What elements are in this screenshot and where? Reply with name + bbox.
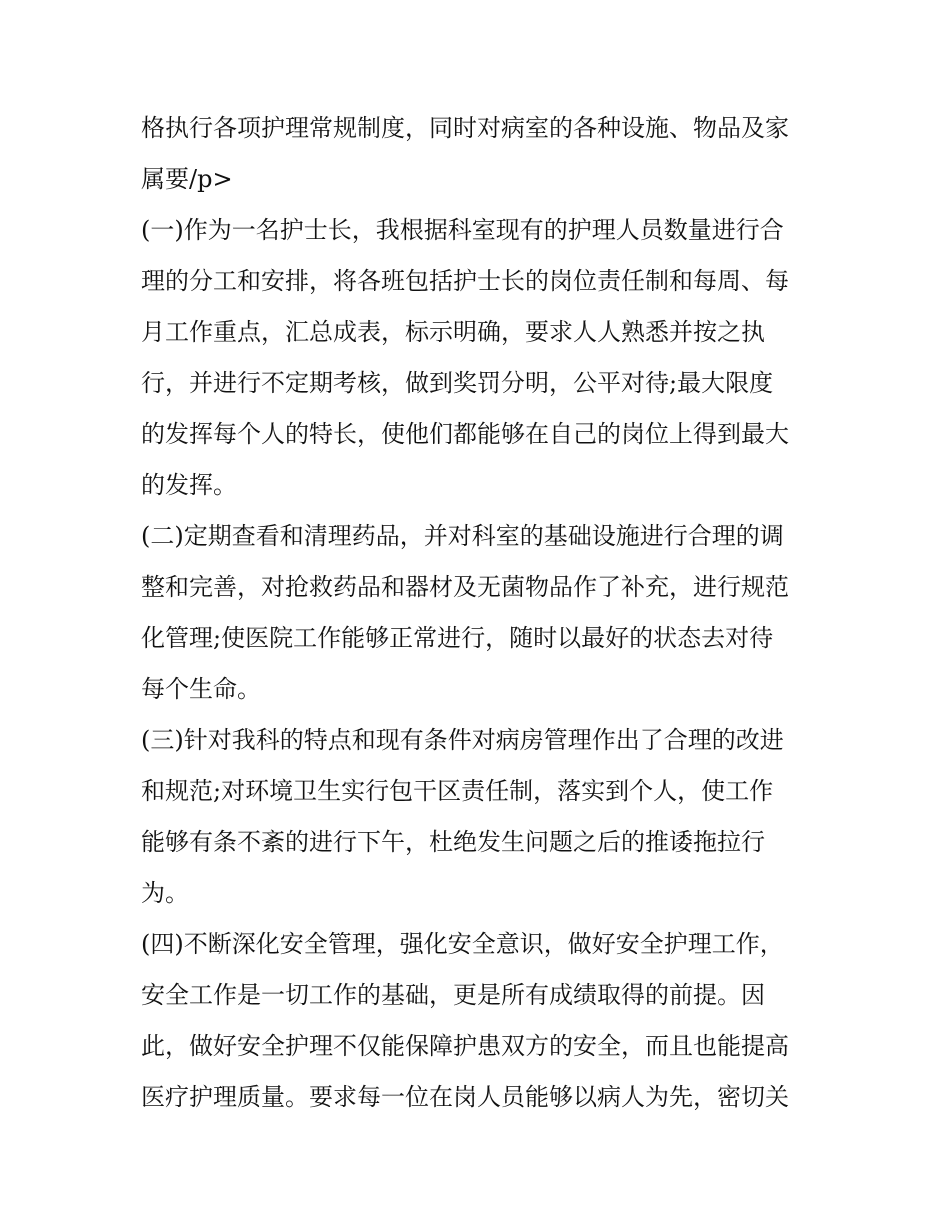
text-line: 理的分工和安排，将各班包括护士长的岗位责任制和每周、每 [141,267,789,295]
text-line: 属要/p> [141,165,233,193]
text-line: 和规范;对环境卫生实行包干区责任制，落实到个人，使工作 [141,777,774,805]
text-line: (二)定期查看和清理药品，并对科室的基础设施进行合理的调 [141,522,784,550]
text-line: 医疗护理质量。要求每一位在岗人员能够以病人为先，密切关 [141,1083,789,1111]
text-line: 行，并进行不定期考核，做到奖罚分明，公平对待;最大限度 [141,369,774,397]
text-line: (三)针对我科的特点和现有条件对病房管理作出了合理的改进 [141,726,784,754]
text-line: 为。 [141,879,189,907]
text-line: 格执行各项护理常规制度，同时对病室的各种设施、物品及家 [141,114,789,142]
text-line: 每个生命。 [141,675,261,703]
text-line: 能够有条不紊的进行下午，杜绝发生问题之后的推诿拖拉行 [141,828,765,856]
document-body [141,103,811,1123]
text-line: 的发挥。 [141,471,237,499]
text-line: 安全工作是一切工作的基础，更是所有成绩取得的前提。因 [141,981,765,1009]
text-line: 此，做好安全护理不仅能保障护患双方的安全，而且也能提高 [141,1032,789,1060]
text-line: 月工作重点，汇总成表，标示明确，要求人人熟悉并按之执 [141,318,765,346]
text-line: (四)不断深化安全管理，强化安全意识，做好安全护理工作， [141,930,784,958]
text-line: 整和完善，对抢救药品和器材及无菌物品作了补充，进行规范 [141,573,789,601]
text-line: 的发挥每个人的特长，使他们都能够在自己的岗位上得到最大 [141,420,789,448]
text-line: (一)作为一名护士长，我根据科室现有的护理人员数量进行合 [141,216,784,244]
text-line: 化管理;使医院工作能够正常进行，随时以最好的状态去对待 [141,624,774,652]
